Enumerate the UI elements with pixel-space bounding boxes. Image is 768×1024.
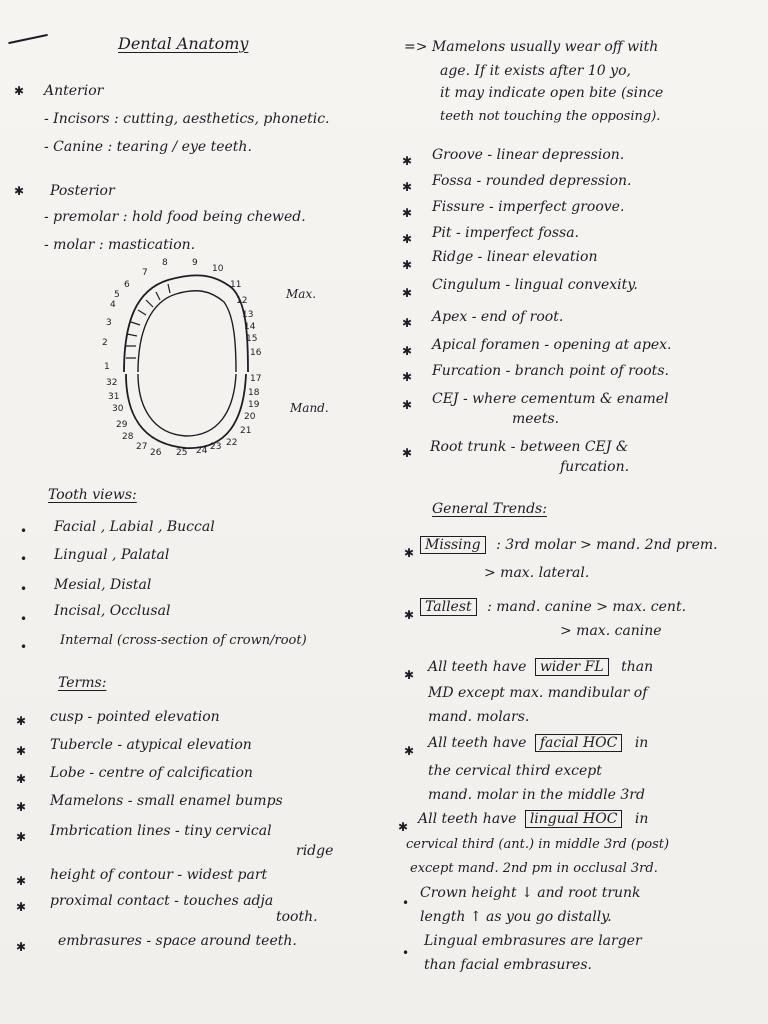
bullet-icon: • — [20, 552, 28, 566]
wider-fl-box: wider FL — [535, 658, 609, 676]
term-item: Tubercle - atypical elevation — [50, 737, 252, 753]
mandibular-arch-inner — [138, 374, 236, 436]
terms-heading: Terms: — [58, 675, 107, 691]
maxillary-label: Max. — [286, 287, 317, 301]
trend-text: mand. molars. — [428, 709, 530, 725]
trend-missing — [420, 538, 718, 552]
anterior-item-incisors: - Incisors : cutting, aesthetics, phonetic. — [44, 111, 330, 127]
definition-item: Fossa - rounded depression. — [432, 173, 632, 189]
mamelons-note-line: it may indicate open bite (since — [440, 85, 664, 101]
tooth-number: 17 — [250, 374, 262, 384]
tooth-number: 22 — [226, 438, 238, 448]
definition-item: Root trunk - between CEJ & — [430, 439, 629, 455]
bullet-icon: ✱ — [16, 900, 27, 914]
tooth-views-heading: Tooth views: — [48, 487, 137, 503]
term-item: Mamelons - small enamel bumps — [50, 793, 283, 809]
definition-item: Groove - linear depression. — [432, 147, 625, 163]
trend-text: Lingual embrasures are larger — [424, 933, 642, 949]
tooth-view-item: Facial , Labial , Buccal — [54, 519, 215, 535]
trend-text: All teeth have — [428, 735, 527, 751]
lingual-hoc-box: lingual HOC — [525, 810, 623, 828]
term-item-continuation: tooth. — [276, 909, 318, 925]
bullet-icon: • — [20, 582, 28, 596]
trend-text: length ↑ as you go distally. — [420, 909, 612, 925]
tooth-number: 8 — [162, 258, 168, 268]
bullet-icon: • — [20, 524, 28, 538]
tooth-view-item: Lingual , Palatal — [54, 547, 170, 563]
definition-item: Pit - imperfect fossa. — [432, 225, 580, 241]
term-item: Imbrication lines - tiny cervical — [50, 823, 272, 839]
bullet-icon: ✱ — [404, 744, 415, 758]
definition-item: Cingulum - lingual convexity. — [432, 277, 638, 293]
tooth-number: 26 — [150, 448, 162, 458]
tallest-label-box: Tallest — [420, 598, 477, 616]
tooth-number: 20 — [244, 412, 256, 422]
bullet-icon: ✱ — [14, 184, 25, 198]
tooth-number: 11 — [230, 280, 242, 290]
bullet-icon: ✱ — [16, 830, 27, 844]
tooth-number: 3 — [106, 318, 112, 328]
bullet-icon: ✱ — [402, 232, 413, 246]
tooth-number: 14 — [244, 322, 256, 332]
trend-text: MD except max. mandibular of — [428, 685, 648, 701]
trend-tallest — [420, 600, 686, 614]
trend-wider-fl — [428, 660, 653, 674]
mamelons-note-line: => Mamelons usually wear off with — [404, 39, 659, 55]
trend-facial-hoc — [428, 736, 648, 750]
tooth-number: 23 — [210, 442, 222, 452]
trend-text: the cervical third except — [428, 763, 602, 779]
trend-text: All teeth have — [428, 659, 527, 675]
tooth-number: 1 — [104, 362, 110, 372]
posterior-item-molar: - molar : mastication. — [44, 237, 196, 253]
trend-text: mand. molar in the middle 3rd — [428, 787, 645, 803]
bullet-icon: ✱ — [402, 154, 413, 168]
bullet-icon: ✱ — [16, 874, 27, 888]
bullet-icon: ✱ — [402, 344, 413, 358]
facial-hoc-box: facial HOC — [535, 734, 623, 752]
definition-item: Fissure - imperfect groove. — [432, 199, 625, 215]
term-item: proximal contact - touches adja — [50, 893, 274, 909]
trend-text: Crown height ↓ and root trunk — [420, 885, 641, 901]
definition-item: Apex - end of root. — [432, 309, 564, 325]
bullet-icon: • — [20, 640, 28, 654]
bullet-icon: • — [402, 896, 410, 910]
bullet-icon: ✱ — [402, 180, 413, 194]
definition-item: Apical foramen - opening at apex. — [432, 337, 672, 353]
tooth-number: 27 — [136, 442, 148, 452]
definition-item: CEJ - where cementum & enamel — [432, 391, 669, 407]
trend-text: All teeth have — [418, 811, 517, 827]
page-title: Dental Anatomy — [118, 34, 249, 53]
tooth-number: 13 — [242, 310, 254, 320]
bullet-icon: ✱ — [16, 772, 27, 786]
bullet-icon: ✱ — [402, 398, 413, 412]
bullet-icon: ✱ — [16, 800, 27, 814]
trend-text: in — [634, 811, 649, 827]
missing-label-box: Missing — [420, 536, 486, 554]
mamelons-note-line: age. If it exists after 10 yo, — [440, 63, 631, 79]
definition-item: Ridge - linear elevation — [432, 249, 598, 265]
tooth-number: 18 — [248, 388, 260, 398]
posterior-heading: Posterior — [50, 183, 115, 199]
tooth-view-item: Internal (cross-section of crown/root) — [60, 633, 307, 648]
term-item: cusp - pointed elevation — [50, 709, 220, 725]
tooth-number: 21 — [240, 426, 252, 436]
term-item: height of contour - widest part — [50, 867, 268, 883]
bullet-icon: • — [402, 946, 410, 960]
tooth-number: 32 — [106, 378, 118, 388]
bullet-icon: ✱ — [402, 446, 413, 460]
bullet-icon: ✱ — [16, 744, 27, 758]
bullet-icon: ✱ — [402, 258, 413, 272]
anterior-item-canine: - Canine : tearing / eye teeth. — [44, 139, 252, 155]
trend-lingual-hoc — [418, 812, 648, 826]
trend-text: than facial embrasures. — [424, 957, 592, 973]
trend-text: cervical third (ant.) in middle 3rd (post) — [406, 837, 670, 852]
tooth-number: 24 — [196, 446, 208, 456]
trend-text: than — [621, 659, 654, 675]
anterior-heading: Anterior — [44, 83, 104, 99]
bullet-icon: ✱ — [402, 286, 413, 300]
tooth-number: 25 — [176, 448, 188, 458]
term-item: Lobe - centre of calcification — [50, 765, 253, 781]
missing-text-cont: > max. lateral. — [484, 565, 590, 581]
posterior-item-premolar: - premolar : hold food being chewed. — [44, 209, 306, 225]
tooth-view-item: Incisal, Occlusal — [54, 603, 171, 619]
tooth-number: 19 — [248, 400, 260, 410]
tallest-text: : mand. canine > max. cent. — [487, 599, 687, 615]
general-trends-heading: General Trends: — [432, 501, 547, 517]
term-item-continuation: ridge — [296, 843, 334, 859]
definition-item: Furcation - branch point of roots. — [432, 363, 669, 379]
bullet-icon: ✱ — [402, 206, 413, 220]
tooth-number: 10 — [212, 264, 224, 274]
tooth-number: 2 — [102, 338, 108, 348]
bullet-icon: ✱ — [14, 84, 25, 98]
tooth-number: 16 — [250, 348, 262, 358]
bullet-icon: ✱ — [404, 546, 415, 560]
bullet-icon: ✱ — [402, 316, 413, 330]
tooth-view-item: Mesial, Distal — [54, 577, 152, 593]
tooth-number: 9 — [192, 258, 198, 268]
mandibular-label: Mand. — [290, 401, 329, 415]
tooth-number: 6 — [124, 280, 130, 290]
trend-text: except mand. 2nd pm in occlusal 3rd. — [410, 861, 658, 876]
missing-text: : 3rd molar > mand. 2nd prem. — [496, 537, 718, 553]
bullet-icon: ✱ — [398, 820, 409, 834]
tooth-number: 28 — [122, 432, 134, 442]
maxillary-arch-inner — [138, 291, 236, 372]
definition-item-continuation: meets. — [512, 411, 560, 427]
margin-stroke — [8, 34, 47, 44]
term-item: embrasures - space around teeth. — [58, 933, 297, 949]
bullet-icon: • — [20, 612, 28, 626]
tooth-number: 15 — [246, 334, 258, 344]
tooth-number: 5 — [114, 290, 120, 300]
trend-text: in — [634, 735, 649, 751]
bullet-icon: ✱ — [404, 608, 415, 622]
tooth-number: 7 — [142, 268, 148, 278]
definition-item-continuation: furcation. — [560, 459, 630, 475]
tooth-number: 31 — [108, 392, 120, 402]
tooth-number: 29 — [116, 420, 128, 430]
tooth-number: 12 — [236, 296, 248, 306]
tooth-number: 30 — [112, 404, 124, 414]
bullet-icon: ✱ — [402, 370, 413, 384]
tooth-number: 4 — [110, 300, 116, 310]
bullet-icon: ✱ — [16, 940, 27, 954]
mamelons-note-line: teeth not touching the opposing). — [440, 109, 661, 124]
bullet-icon: ✱ — [16, 714, 27, 728]
bullet-icon: ✱ — [404, 668, 415, 682]
tallest-text-cont: > max. canine — [560, 623, 662, 639]
